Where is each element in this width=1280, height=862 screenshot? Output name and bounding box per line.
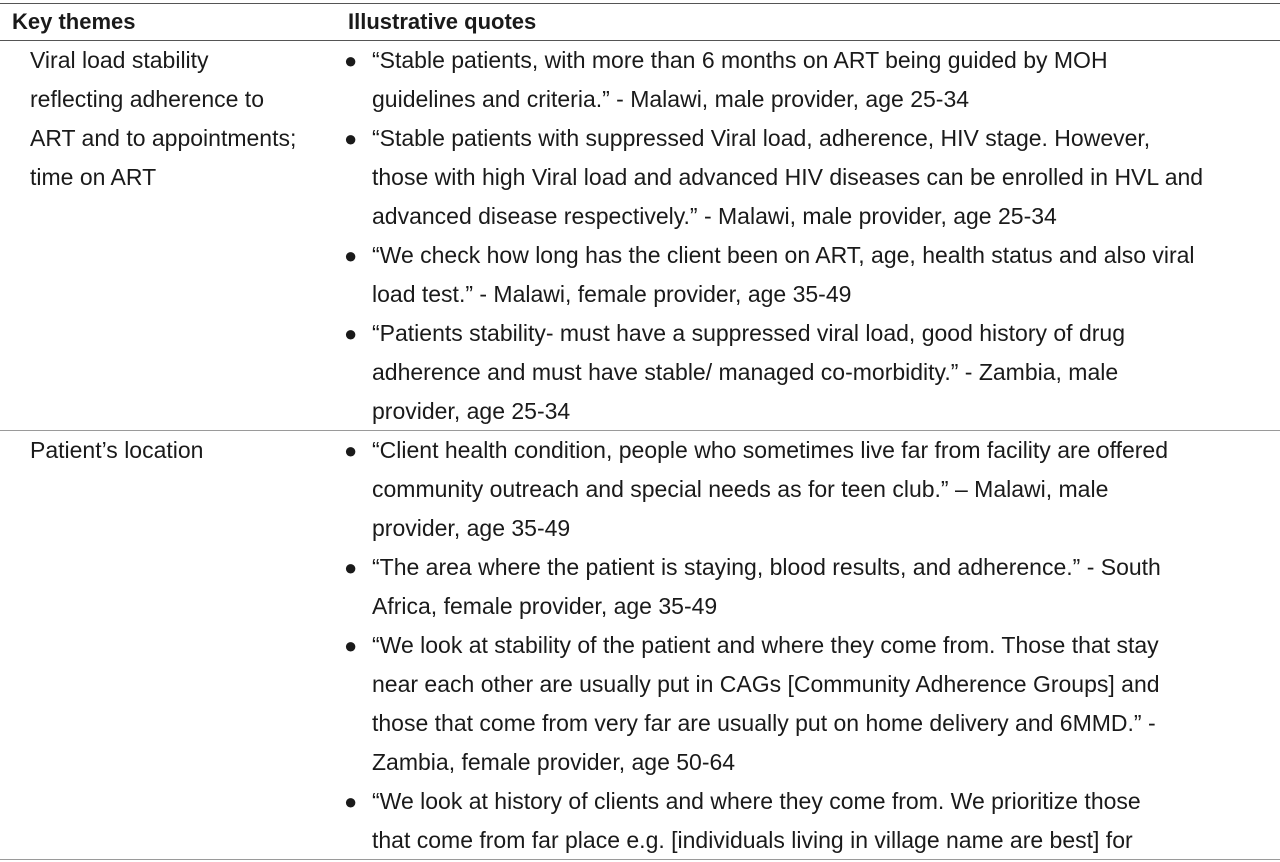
bullet-icon: ● [344,126,358,151]
quote-line: that come from far place e.g. [individuals living in village name are best] for [372,827,1133,853]
bullet-icon: ● [344,555,358,580]
quote-line: provider, age 35-49 [372,515,571,541]
quote-line: Africa, female provider, age 35-49 [372,593,718,619]
quote-item [344,236,1274,314]
theme-line: time on ART [30,164,157,190]
bullet-icon: ● [344,633,358,658]
table-top-rule [0,3,1280,4]
theme-line: reflecting adherence to [30,86,264,112]
quote-line: “Stable patients with suppressed Viral load, adherence, HIV stage. However, [372,125,1151,151]
quote-line: “Client health condition, people who sometimes live far from facility are offered [372,437,1169,463]
theme-line: Viral load stability [30,47,209,73]
quote-line: guidelines and criteria.” - Malawi, male provider, age 25-34 [372,86,970,112]
quote-line: advanced disease respectively.” - Malawi, male provider, age 25-34 [372,203,1057,229]
theme-cell [30,41,330,197]
quote-item [344,119,1274,236]
theme-line: ART and to appointments; [30,125,297,151]
quote-item [344,41,1274,119]
quote-item [344,431,1274,548]
quote-item [344,548,1274,626]
bullet-icon: ● [344,789,358,814]
quote-line: “We look at stability of the patient and where they come from. Those that stay [372,632,1159,658]
quote-line: community outreach and special needs as for teen club.” – Malawi, male [372,476,1109,502]
quote-line: “Stable patients, with more than 6 months on ART being guided by MOH [372,47,1108,73]
quote-line: “The area where the patient is staying, blood results, and adherence.” - South [372,554,1161,580]
quote-line: provider, age 25-34 [372,398,571,424]
quote-line: adherence and must have stable/ managed co-morbidity.” - Zambia, male [372,359,1119,385]
quote-line: load test.” - Malawi, female provider, age 35-49 [372,281,852,307]
bullet-icon: ● [344,321,358,346]
quotes-list [344,431,1274,859]
table-row [0,431,1280,859]
quote-line: “Patients stability- must have a suppressed viral load, good history of drug [372,320,1125,346]
quote-line: those that come from very far are usually put on home delivery and 6MMD.” - [372,710,1156,736]
header-key-themes: Key themes [12,9,136,34]
bullet-icon: ● [344,48,358,73]
quote-item [344,314,1274,431]
quote-item [344,782,1274,859]
quote-line: “We look at history of clients and where they come from. We prioritize those [372,788,1141,814]
quote-line: near each other are usually put in CAGs [Community Adherence Groups] and [372,671,1160,697]
quote-line: Zambia, female provider, age 50-64 [372,749,736,775]
table-bottom-rule [0,859,1280,860]
quote-line: “We check how long has the client been on ART, age, health status and also viral [372,242,1195,268]
table-header-row [0,6,1280,38]
bullet-icon: ● [344,438,358,463]
quotes-list [344,41,1274,431]
header-illustrative-quotes: Illustrative quotes [348,9,537,34]
quote-line: those with high Viral load and advanced HIV diseases can be enrolled in HVL and [372,164,1204,190]
table-row [0,41,1280,430]
theme-line: Patient’s location [30,437,204,463]
bullet-icon: ● [344,243,358,268]
theme-cell [30,431,330,470]
quote-item [344,626,1274,782]
